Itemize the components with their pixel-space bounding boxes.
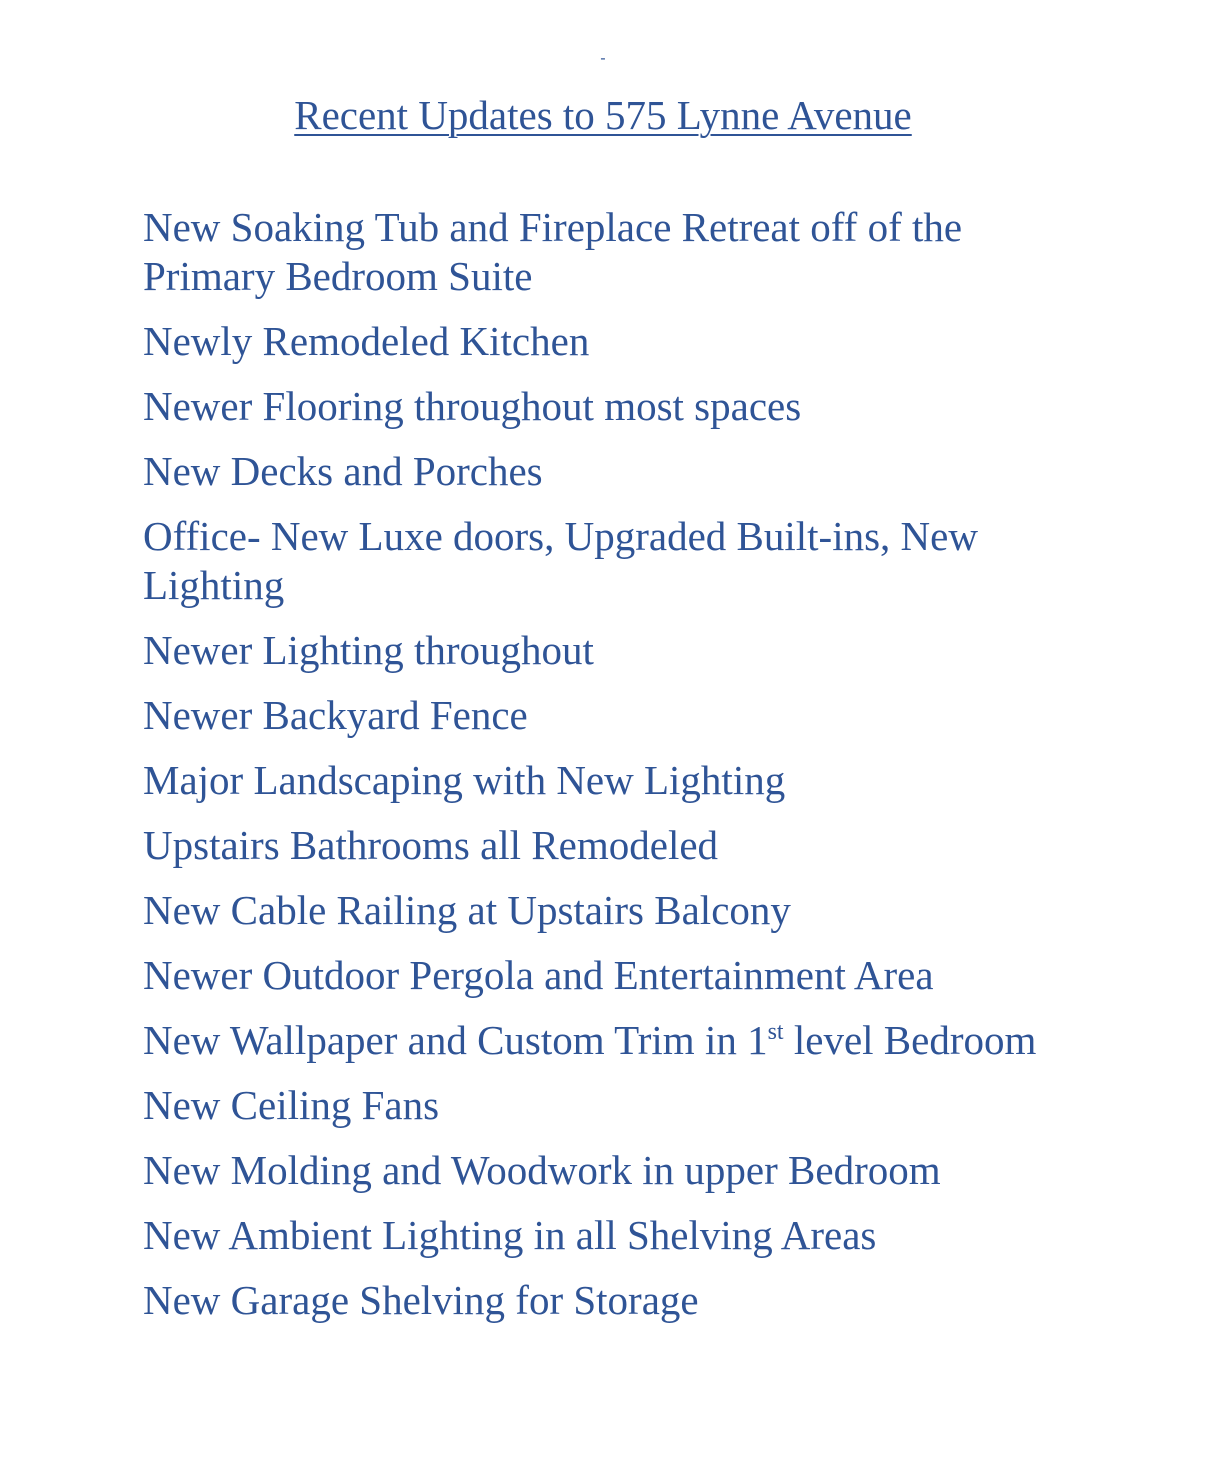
list-item: New Soaking Tub and Fireplace Retreat off of the Primary Bedroom Suite xyxy=(143,204,963,299)
list-item: New Ceiling Fans xyxy=(143,1082,440,1128)
list-item: New Decks and Porches xyxy=(143,448,543,494)
list-item: Upstairs Bathrooms all Remodeled xyxy=(143,822,719,868)
list-item-text-before: New Wallpaper and Custom Trim in 1 xyxy=(143,1017,768,1063)
list-item xyxy=(143,1016,1073,1065)
list-item: Newer Flooring throughout most spaces xyxy=(143,383,802,429)
updates-list xyxy=(143,203,1073,1341)
list-item: New Ambient Lighting in all Shelving Areas xyxy=(143,1212,877,1258)
list-item-text-after: level Bedroom xyxy=(783,1017,1037,1063)
page-title: Recent Updates to 575 Lynne Avenue xyxy=(294,92,912,138)
list-item: Newly Remodeled Kitchen xyxy=(143,318,590,364)
list-item: Office- New Luxe doors, Upgraded Built-ins, New Lighting xyxy=(143,513,978,608)
ordinal-suffix: st xyxy=(767,1019,784,1045)
list-item: Newer Outdoor Pergola and Entertainment Area xyxy=(143,952,934,998)
list-item: New Garage Shelving for Storage xyxy=(143,1277,699,1323)
list-item: Newer Lighting throughout xyxy=(143,627,594,673)
list-item: New Cable Railing at Upstairs Balcony xyxy=(143,887,791,933)
header-dash: - xyxy=(600,48,606,67)
list-item: New Molding and Woodwork in upper Bedroom xyxy=(143,1147,941,1193)
list-item: Newer Backyard Fence xyxy=(143,692,528,738)
list-item: Major Landscaping with New Lighting xyxy=(143,757,786,803)
